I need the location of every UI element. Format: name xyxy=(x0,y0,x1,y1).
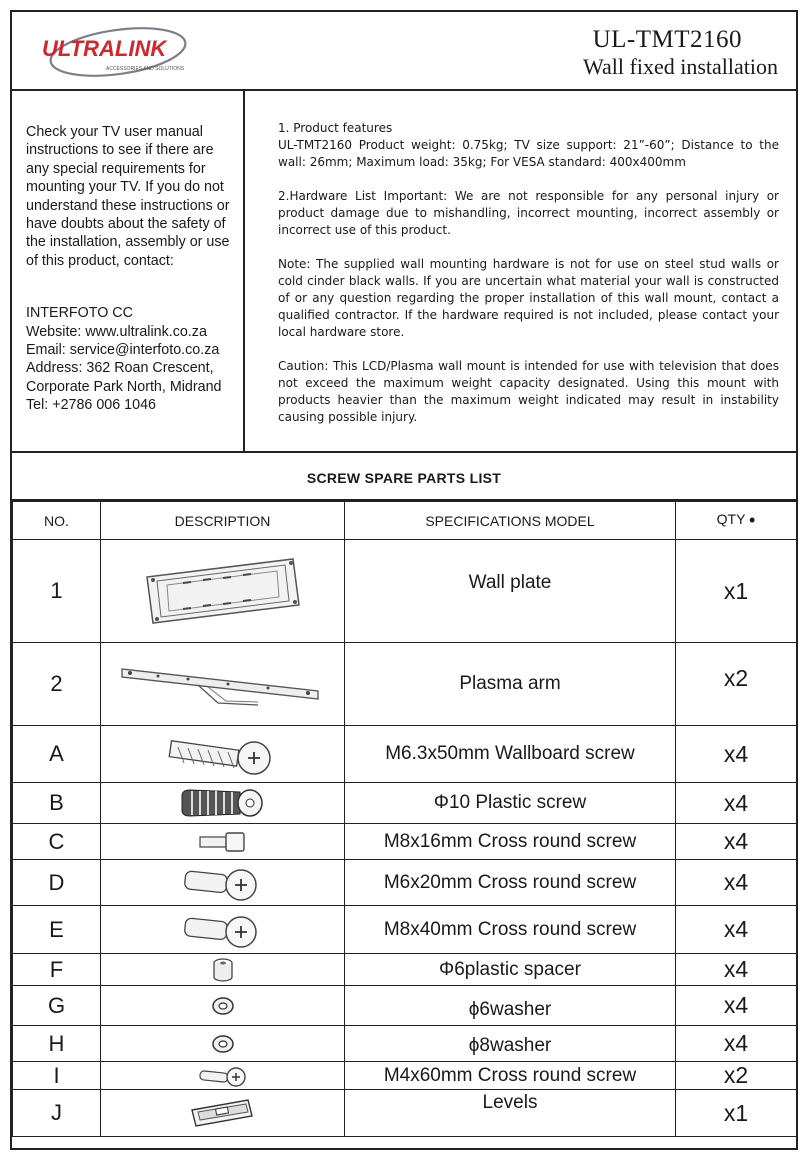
washer-icon xyxy=(208,1032,238,1056)
table-row xyxy=(13,986,797,1026)
part-spec: Levels xyxy=(345,1090,676,1137)
cross-screw-icon xyxy=(183,910,263,950)
website: Website: www.ultralink.co.za xyxy=(26,323,207,340)
table-row xyxy=(13,1062,797,1090)
part-image xyxy=(101,1090,345,1137)
features-text: UL-TMT2160 Product weight: 0.75kg; TV size support: 21”-60”; Distance to the wall: 26mm; Maximum load: 35kg; For VESA standard: 400x400mm xyxy=(278,138,779,169)
header-description: DESCRIPTION xyxy=(101,502,345,540)
part-qty: x2 xyxy=(676,1062,797,1090)
part-qty: x4 xyxy=(676,954,797,986)
table-row xyxy=(13,783,797,824)
part-image xyxy=(101,1062,345,1090)
header xyxy=(12,12,796,91)
part-spec-text: Wall plate xyxy=(468,572,552,593)
part-image xyxy=(101,783,345,824)
hardware-list-note: 2.Hardware List Important: We are not responsible for any personal injury or product damage due to mishandling, incorrect mounting, incorrect assembly or incorrect use of this product. xyxy=(278,189,779,237)
part-qty: x4 xyxy=(676,1026,797,1062)
level-icon xyxy=(188,1096,258,1130)
plasma-arm-icon xyxy=(118,659,328,709)
part-image xyxy=(101,540,345,643)
part-spec: M4x60mm Cross round screw xyxy=(345,1062,676,1090)
part-qty: x4 xyxy=(676,860,797,906)
part-image xyxy=(101,643,345,726)
part-no: E xyxy=(13,906,101,954)
part-qty: x4 xyxy=(676,726,797,783)
part-image xyxy=(101,824,345,860)
part-image xyxy=(101,954,345,986)
part-no: A xyxy=(13,726,101,783)
info-panel xyxy=(247,91,796,451)
header-spec: SPECIFICATIONS MODEL xyxy=(345,502,676,540)
part-no: F xyxy=(13,954,101,986)
logo-text: ULTRALINK xyxy=(42,36,167,61)
part-no: C xyxy=(13,824,101,860)
header-no: NO. xyxy=(13,502,101,540)
long-screw-icon xyxy=(198,1064,248,1088)
instruction-sheet xyxy=(10,10,798,1150)
part-spec: Φ6plastic spacer xyxy=(345,954,676,986)
part-image xyxy=(101,860,345,906)
ultralink-logo xyxy=(38,26,238,82)
header-qty-label: QTY xyxy=(716,511,746,527)
telephone: Tel: +2786 006 1046 xyxy=(26,397,156,414)
table-row xyxy=(13,860,797,906)
page-subtitle: Wall fixed installation xyxy=(583,54,778,79)
part-no: D xyxy=(13,860,101,906)
part-no: J xyxy=(13,1090,101,1137)
spacer-icon xyxy=(208,957,238,983)
caution-paragraph: Caution: This LCD/Plasma wall mount is intended for use with television that does not exceed the maximum weight capacity designated. Using this mount with products heavier than the maximum weight indicated may result in instability causing possible injury. xyxy=(278,359,779,424)
short-bolt-icon xyxy=(198,831,248,853)
part-qty: x1 xyxy=(676,540,797,643)
part-qty: x2 xyxy=(676,643,797,726)
table-row xyxy=(13,954,797,986)
header-qty: QTY • xyxy=(676,502,797,540)
part-spec: ϕ6washer xyxy=(345,986,676,1026)
table-row xyxy=(13,1026,797,1062)
part-no: 1 xyxy=(13,540,101,643)
part-no: 2 xyxy=(13,643,101,726)
address-line-1: Address: 362 Roan Crescent, xyxy=(26,360,214,377)
part-image xyxy=(101,906,345,954)
part-qty: x4 xyxy=(676,783,797,824)
table-row xyxy=(13,1090,797,1137)
washer-icon xyxy=(208,994,238,1018)
cross-screw-icon xyxy=(183,863,263,903)
table-row xyxy=(13,726,797,783)
part-no: G xyxy=(13,986,101,1026)
email: Email: service@interfoto.co.za xyxy=(26,342,220,359)
contact-panel xyxy=(12,91,245,451)
part-spec: Φ10 Plastic screw xyxy=(345,783,676,824)
part-no: H xyxy=(13,1026,101,1062)
table-row xyxy=(13,906,797,954)
contact-intro: Check your TV user manual instructions to see if there are any special requirements for mounting your TV. If you do not understand these instructions or have doubts about the safety of the installation, assembly or use of this product, contact: xyxy=(26,124,230,269)
part-spec xyxy=(345,540,676,643)
parts-table xyxy=(12,501,797,1137)
part-no: I xyxy=(13,1062,101,1090)
features-heading: 1. Product features xyxy=(278,121,393,135)
part-qty: x4 xyxy=(676,986,797,1026)
part-qty: x4 xyxy=(676,824,797,860)
part-spec: Plasma arm xyxy=(345,643,676,726)
part-image xyxy=(101,1026,345,1062)
part-qty: x4 xyxy=(676,906,797,954)
parts-list-title: SCREW SPARE PARTS LIST xyxy=(12,451,796,501)
part-spec: M8x40mm Cross round screw xyxy=(345,906,676,954)
plastic-anchor-icon xyxy=(178,786,268,820)
part-image xyxy=(101,726,345,783)
company-name: INTERFOTO CC xyxy=(26,305,133,322)
part-spec: M6.3x50mm Wallboard screw xyxy=(345,726,676,783)
table-row xyxy=(13,643,797,726)
table-row xyxy=(13,824,797,860)
part-spec: M8x16mm Cross round screw xyxy=(345,824,676,860)
part-no: B xyxy=(13,783,101,824)
model-number: UL-TMT2160 xyxy=(592,26,742,53)
table-row xyxy=(13,540,797,643)
wallboard-screw-icon xyxy=(168,732,278,776)
part-spec: M6x20mm Cross round screw xyxy=(345,860,676,906)
part-qty: x1 xyxy=(676,1090,797,1137)
address-line-2: Corporate Park North, Midrand xyxy=(26,378,222,395)
part-spec: ϕ8washer xyxy=(345,1026,676,1062)
logo-tagline: ACCESSORIES AND SOLUTIONS xyxy=(106,66,185,72)
wall-plate-icon xyxy=(143,555,303,627)
note-paragraph: Note: The supplied wall mounting hardware is not for use on steel stud walls or cold cinder black walls. If you are uncertain what material your wall is constructed of or any question regarding the proper installation of this wall mount, contact a qualified contractor. If the hardware required is not included, please contact your local hardware store. xyxy=(278,257,779,339)
part-image xyxy=(101,986,345,1026)
table-header-row xyxy=(13,502,797,540)
product-features xyxy=(278,120,779,171)
